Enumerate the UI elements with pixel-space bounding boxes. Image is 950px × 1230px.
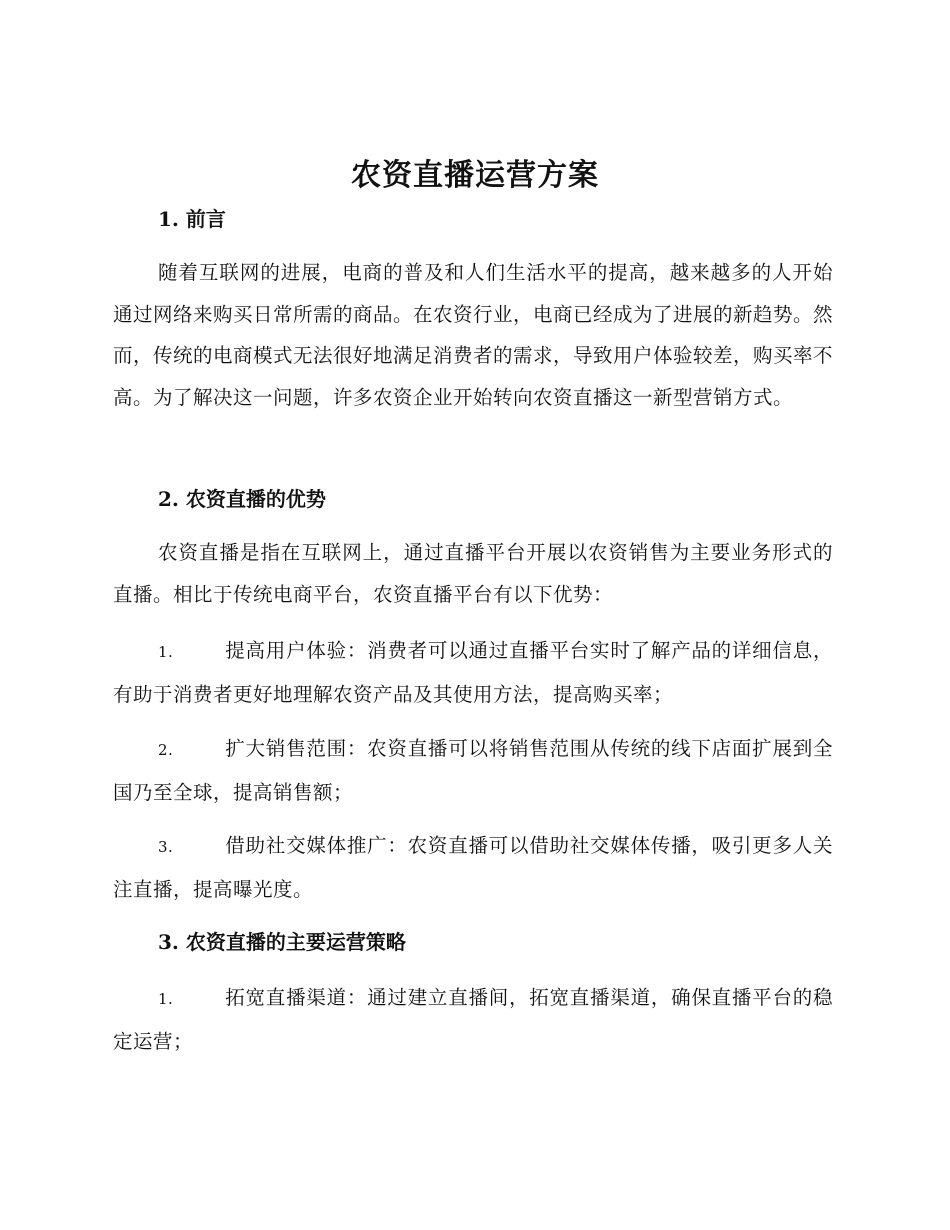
list-item-text: 拓宽直播渠道：通过建立直播间，拓宽直播渠道，确保直播平台的稳定运营； bbox=[113, 986, 833, 1053]
advantage-item-2: 2. 扩大销售范围：农资直播可以将销售范围从传统的线下店面扩展到全国乃至全球，提高销售额； bbox=[113, 737, 833, 804]
strategy-item-1: 1. 拓宽直播渠道：通过建立直播间，拓宽直播渠道，确保直播平台的稳定运营； bbox=[113, 986, 833, 1053]
section-heading-advantages: 2. 农资直播的优势 bbox=[158, 487, 326, 511]
list-item-text: 提高用户体验：消费者可以通过直播平台实时了解产品的详细信息，有助于消费者更好地理解农资产品及其使用方法，提高购买率； bbox=[113, 639, 833, 706]
preface-paragraph: 随着互联网的进展，电商的普及和人们生活水平的提高，越来越多的人开始通过网络来购买日常所需的商品。在农资行业，电商已经成为了进展的新趋势。然而，传统的电商模式无法很好地满足消费者的需求，导致用户体验较差，购买率不高。为了解决这一问题，许多农资企业开始转向农资直播这一新型营销方式。 bbox=[113, 261, 834, 409]
advantage-item-3: 3. 借助社交媒体推广：农资直播可以借助社交媒体传播，吸引更多人关注直播，提高曝光度。 bbox=[113, 834, 833, 901]
advantages-paragraph: 农资直播是指在互联网上，通过直播平台开展以农资销售为主要业务形式的直播。相比于传统电商平台，农资直播平台有以下优势： bbox=[113, 541, 833, 606]
document-title: 农资直播运营方案 bbox=[351, 158, 599, 193]
list-item-text: 借助社交媒体推广：农资直播可以借助社交媒体传播，吸引更多人关注直播，提高曝光度。 bbox=[113, 834, 833, 901]
advantage-item-1: 1. 提高用户体验：消费者可以通过直播平台实时了解产品的详细信息，有助于消费者更好地理解农资产品及其使用方法，提高购买率； bbox=[113, 639, 833, 706]
list-item-text: 扩大销售范围：农资直播可以将销售范围从传统的线下店面扩展到全国乃至全球，提高销售额； bbox=[113, 737, 833, 804]
section-heading-strategies: 3. 农资直播的主要运营策略 bbox=[158, 930, 406, 954]
section-heading-preface: 1. 前言 bbox=[158, 207, 226, 231]
